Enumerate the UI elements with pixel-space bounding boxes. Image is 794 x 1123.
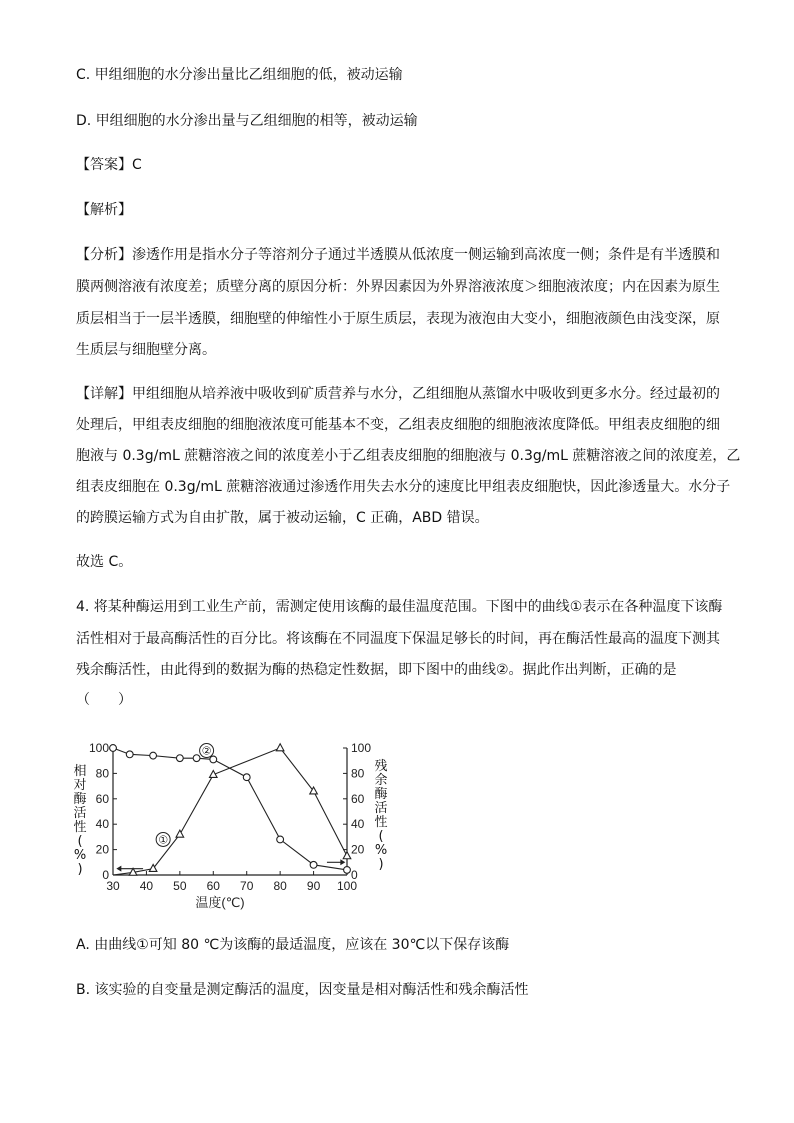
x-tick-label: 40 (139, 879, 154, 893)
data-point-circle (344, 867, 351, 874)
data-point-circle (193, 755, 200, 762)
answer (76, 155, 142, 175)
curve-label-1: ① (158, 834, 169, 847)
data-point-circle (110, 745, 117, 752)
option-d: D. 甲组细胞的水分渗出量与乙组细胞的相等，被动运输 (76, 113, 418, 129)
y-tick-label-right: 0 (351, 868, 358, 882)
axis-title-char: 对 (73, 778, 87, 793)
axis-title-char: 酶 (73, 792, 87, 807)
data-point-triangle (343, 852, 351, 859)
x-tick-label: 30 (106, 879, 120, 893)
option-a: A. 由曲线①可知 80 ℃为该酶的最适温度，应该在 30℃以下保存该酶 (76, 937, 510, 953)
y-tick-label-right: 20 (351, 842, 365, 857)
x-tick-label: 50 (173, 879, 187, 893)
axis-title-char: ( (378, 829, 384, 844)
y-tick-label-left: 0 (102, 868, 109, 882)
axis-title-char: % (73, 848, 87, 863)
axis-title-char: ( (77, 834, 83, 849)
y-tick-label-left: 40 (95, 817, 109, 832)
xiangjie-line: 【详解】甲组细胞从培养液中吸收到矿质营养与水分，乙组细胞从蒸馏水中吸收到更多水分。经过最初的 (76, 386, 720, 402)
option-c: C. 甲组细胞的水分渗出量比乙组细胞的低，被动运输 (76, 67, 403, 83)
axis-title-char: 残 (374, 759, 388, 774)
xiangjie-line: 的跨膜运输方式为自由扩散，属于被动运输，C 正确，ABD 错误。 (76, 510, 489, 526)
right-axis-title (374, 759, 388, 872)
question-line: 残余酶活性，由此得到的数据为酶的热稳定性数据，即下图中的曲线②。据此作出判断，正确的是 (76, 662, 677, 678)
x-tick-label: 80 (273, 879, 287, 893)
data-point-circle (243, 774, 250, 781)
left-axis-title (73, 764, 87, 877)
axis-title-char: 性 (374, 815, 388, 830)
answer-tag: 【答案】 (76, 157, 132, 173)
question-line: 活性相对于最高酶活性的百分比。将该酶在不同温度下保温足够长的时间，再在酶活性最高的温度下测其 (76, 631, 720, 647)
right-axis-arrowhead (340, 859, 345, 865)
chart-svg (85, 730, 375, 915)
x-tick-label: 90 (306, 879, 321, 893)
data-point-circle (150, 752, 157, 759)
x-axis-title: 温度(℃) (195, 895, 245, 910)
data-point-circle (126, 751, 133, 758)
conclusion: 故选 C。 (76, 554, 133, 570)
data-point-circle (277, 836, 284, 843)
question-line: （ ） (76, 692, 132, 708)
xiangjie-line: 处理后，甲组表皮细胞的细胞液浓度可能基本不变，乙组表皮细胞的细胞液浓度降低。甲组表皮细胞的细 (76, 417, 720, 433)
option-b: B. 该实验的自变量是测定酶活的温度，因变量是相对酶活性和残余酶活性 (76, 982, 529, 998)
y-tick-label-left: 100 (88, 741, 109, 755)
xiangjie-line: 胞液与 0.3g/mL 蔗糖溶液之间的浓度差小于乙组表皮细胞的细胞液与 0.3g/mL 蔗糖溶液之间的浓度差，乙 (76, 448, 741, 464)
data-point-circle (176, 755, 183, 762)
fenxi-line: 质层相当于一层半透膜，细胞壁的伸缩性小于原生质层，表现为液泡由大变小，细胞液颜色由浅变深，原 (76, 311, 720, 327)
question-line: 4. 将某种酶运用到工业生产前，需测定使用该酶的最佳温度范围。下图中的曲线①表示在各种温度下该酶 (76, 599, 723, 615)
enzyme-chart (85, 730, 375, 915)
y-tick-label-right: 40 (351, 817, 365, 832)
y-tick-label-right: 80 (351, 766, 365, 781)
axis-title-char: ) (378, 857, 384, 872)
analysis-tag: 【解析】 (76, 202, 132, 218)
xiangjie-line: 组表皮细胞在 0.3g/mL 蔗糖溶液通过渗透作用失去水分的速度比甲组表皮细胞快，因此渗透量大。水分子 (76, 479, 731, 495)
left-axis-arrowhead (116, 866, 121, 872)
y-tick-label-right: 100 (351, 741, 372, 755)
axis-title-char: 活 (73, 806, 87, 821)
curve-label-2: ② (201, 745, 212, 758)
axis-title-char: 余 (374, 773, 388, 788)
axis-title-char: ) (77, 862, 83, 877)
fenxi-line: 生质层与细胞壁分离。 (76, 342, 216, 358)
x-tick-label: 70 (240, 879, 254, 893)
x-tick-label: 100 (336, 879, 358, 893)
y-tick-label-left: 60 (95, 791, 109, 806)
answer-value: C (132, 157, 142, 173)
series-line-triangle (113, 745, 347, 875)
axis-title-char: 酶 (374, 787, 388, 802)
data-point-circle (310, 861, 317, 868)
data-point-triangle (276, 744, 284, 751)
y-tick-label-left: 80 (95, 766, 109, 781)
axis-title-char: 性 (73, 820, 87, 835)
axis-title-char: % (374, 843, 388, 858)
axis-title-char: 相 (73, 764, 87, 779)
data-point-triangle (176, 830, 184, 837)
series-line-circle (113, 745, 347, 870)
axis-title-char: 活 (374, 801, 388, 816)
y-tick-label-right: 60 (351, 791, 365, 806)
y-tick-label-left: 20 (95, 842, 109, 857)
fenxi-line: 【分析】渗透作用是指水分子等溶剂分子通过半透膜从低浓度一侧运输到高浓度一侧；条件是有半透膜和 (76, 247, 720, 263)
fenxi-line: 膜两侧溶液有浓度差；质壁分离的原因分析：外界因素因为外界溶液浓度＞细胞液浓度；内在因素为原生 (76, 279, 720, 295)
x-tick-label: 60 (206, 879, 220, 893)
